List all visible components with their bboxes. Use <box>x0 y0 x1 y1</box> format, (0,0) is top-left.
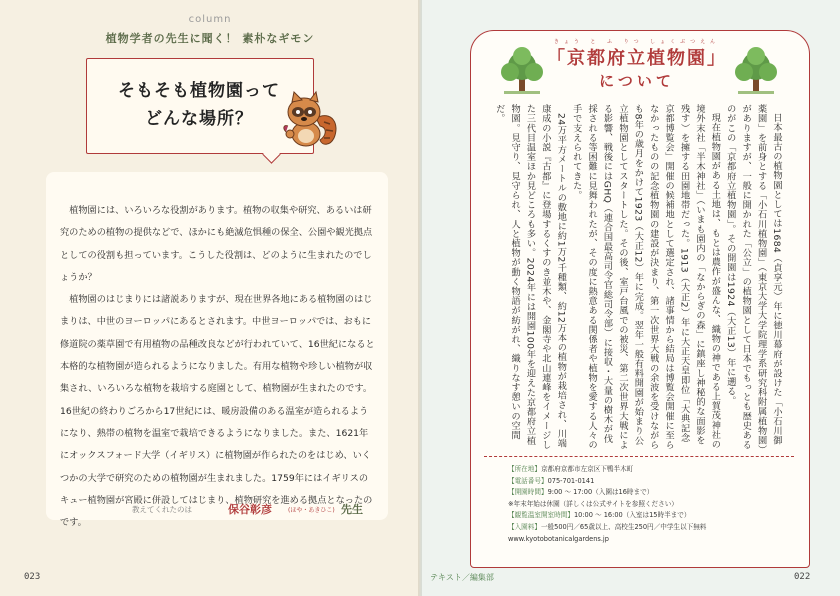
credit-kana: (ほや・あきひこ) <box>288 507 335 514</box>
info-value: ※年末年始は休園（詳しくは公式サイトを参照ください） <box>508 499 678 508</box>
credit-role: 先生 <box>341 503 363 516</box>
footer-credit: テキスト／編集部 <box>430 573 494 582</box>
article-paragraph: 植物園には、いろいろな役割があります。植物の収集や研究、あるいは研究のための植物の提供などで、ほかにも絶滅危惧種の保全、公園や観光拠点としての役割も担っています。こうした役割は、どのように生まれたのでしょうか？ <box>60 205 373 283</box>
raccoon-dog-mascot-icon <box>280 88 340 150</box>
info-row <box>508 534 798 546</box>
column-tag: column <box>188 14 232 25</box>
garden-info-list <box>508 464 798 545</box>
garden-title-sub: について <box>599 72 675 90</box>
info-value: 9:00 ～ 17:00（入園は16時まで） <box>547 488 654 497</box>
garden-title: 「京都府立植物園」 <box>547 48 727 69</box>
info-label: 【開園時間】 <box>508 488 548 497</box>
page-title-line2: どんな場所？ <box>145 109 253 129</box>
page-title-line1: そもそも植物園って <box>118 81 280 101</box>
info-label: 【観覧温室開室時間】 <box>508 511 574 520</box>
credit-prefix: 教えてくれたのは <box>132 505 192 514</box>
info-label: 【所在地】 <box>508 465 541 473</box>
info-divider <box>484 456 794 457</box>
info-row <box>508 522 798 534</box>
article-paragraph: 日本最古の植物園としては1684（貞享元）年に徳川幕府が設けた「小石川御薬園」を前身とする「小石川植物園」（東京大学大学院理学系研究科附属植物園）がありますが、一般に開かれた「公立」の植物園として日本でもっとも歴史あるのがこの「京都府立植物園」。その開園は1924（大正13）年に遡る。 <box>724 104 782 450</box>
page-number-right: 022 <box>794 572 811 582</box>
credit-name: 保谷彰彦 <box>228 503 272 516</box>
article-body <box>60 200 376 534</box>
info-value: 一般500円／65歳以上、高校生250円／中学生以下無料 <box>540 522 707 531</box>
article-paragraph: 現在植物園がある土地は、もとは農作が盛んな、織物の神である上賀茂神社の境外末社「半木神社」（いまも園内の「なからぎの森」に鎮座し神秘的な面影を残す）を擁する田園地帯だった。1913（大正2）年に大正天皇即位「大典記念京都博覧会」開催の候補地として選定され、諸事情から結局は博覧会開催に至らなかったものの記念植物園の建設が決まり、第一次世界大戦の余波を受けながらも8年の歳月をかけて1923（大正12）年に完成。翌年一般有料開園が始まり公立植物園としてスタートした。その後、室戸台風での被災、第二次世界大戦による影響、戦後にはGHQ（連合国最高司令官総司令部）に接収・大量の樹木が伐採される等困難に見舞われたが、その度に熱意ある関係者や植物を愛する人々の手で支えられてきた。 <box>570 104 721 450</box>
info-row <box>508 499 798 511</box>
info-label: 【入園料】 <box>508 522 541 531</box>
title-ruby: きょう と ふ りつ しょくぶつえん <box>553 39 721 45</box>
info-value: 京都府京都市左京区下鴨半木町 <box>540 465 634 473</box>
info-value: 075-701-0141 <box>547 476 595 485</box>
info-label: 【電話番号】 <box>508 476 548 485</box>
info-row <box>508 476 798 488</box>
info-row <box>508 487 798 499</box>
page-number-left: 023 <box>24 572 41 582</box>
website-url[interactable]: www.kyotobotanicalgardens.jp <box>508 534 609 543</box>
garden-article-body <box>494 104 784 452</box>
article-paragraph: 植物園のはじまりには諸説ありますが、現在世界各地にある植物園のはじまりは、中世のヨーロッパにあるとされます。中世ヨーロッパでは、おもに修道院の薬草園で有用植物の品種改良などが行われていて、16世紀になると本格的な植物園が造られるようになりました。有用な植物や珍しい植物が収集され、いろいろな植物を栽培する庭園として、植物園が生まれたのです。16世紀の終わりごろから17世紀には、暖房設備のある温室が造られるようになり、熱帯の植物を温室で栽培できるようになりました。また、1621年にオックスフォード大学（イギリス）に植物園が作られたのをはじめ、いくつかの大学で研究のための植物園が生まれました。1759年にはイギリスのキュー植物園が宮殿に併設してはじまり、植物研究を進める拠点となったのです。 <box>60 294 375 529</box>
info-row <box>508 464 798 476</box>
article-paragraph: 24万平方メートルの敷地に約1万2千種類、約12万本の植物が栽培され、川端康成の小説『古都』に登場するくすのき並木や、金閣寺や北山連峰をイメージした三代目温室ほか見どころも多い。2024年には開園100年を迎えた京都府立植物園。見守り、見守られ、人と植物が動く物語が紡がれ、織りなす憩いの空間だ。 <box>493 104 567 450</box>
info-row <box>508 510 798 522</box>
column-subtitle: 植物学者の先生に聞く！ 素朴なギモン <box>105 32 315 45</box>
page-gutter <box>418 0 422 596</box>
info-value: 10:00 ～ 16:00（入室は15時半まで） <box>573 511 691 520</box>
